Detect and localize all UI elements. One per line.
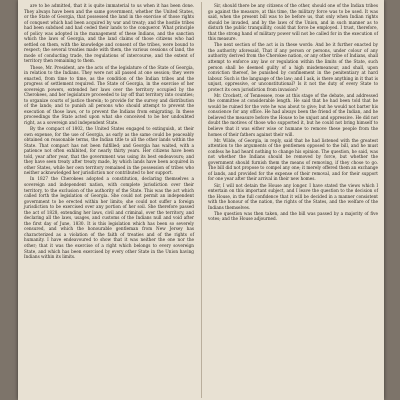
left-paragraph-1: are to be admitted, that it is quite immaterial to us when it has been done. They always have been and the same government, whether the United States, or the State of Georgia, that possessed the land in the exercise of those rights of conquest which had been acquired by war and treaty; and the hostile tribes had been subdued and had ceded their lands to the conqueror. What principle of policy was adopted in the management of these Indians, and the sanction which the laws of Georgia, and the land claims of those citizens who had settled on them, with the knowledge and consent of the tribes, were bound to respect; the several treaties made with them, the various cessions of land, the mode of conducting trade, the regulations of intercourse, and the extent of territory then remaining to them.	[24, 3, 194, 64]
left-paragraph-2: These, Mr. President, are the acts of the legislature of the State of Georgia, in relation to the Indians. They were not all passed at one session; they were enacted, from time to time, as the condition of the Indian tribes and the progress of settlement required. The State of Georgia, in the exercise of her sovereign powers, extended her laws over the territory occupied by the Cherokees, and her legislature proceeded to lay off that territory into counties; to organize courts of justice therein; to provide for the survey and distribution of the lands; and to punish all persons who should attempt to prevent the execution of those laws, or to prevent the Indians from emigrating. In these proceedings the State acted upon what she conceived to be her undoubted right, as a sovereign and independent State.	[24, 64, 194, 125]
left-column	[24, 3, 194, 260]
column-divider	[201, 2, 202, 398]
right-paragraph-6: The question was then taken, and the bill was passed by a majority of five votes; and the House adjourned.	[208, 210, 378, 222]
right-paragraph-4: Mr. Wilde, of Georgia, in reply, said that he had listened with the greatest attention to the arguments of the gentlemen opposed to the bill, and he must confess he had heard nothing to change his opinion. The question, he said, was not whether the Indians should be removed by force, but whether the government should furnish them the means of removing, if they chose to go. The bill did not propose to compel any one; it merely offered them an exchange of lands, and provided for the expense of their removal, and for their support for one year after their arrival in their new homes.	[208, 137, 378, 182]
left-paragraph-4: In 1827 the Cherokees adopted a constitution, declaring themselves a sovereign and independent nation, with complete jurisdiction over their territory, to the exclusion of the authority of the State. This was the act which called forth the legislation of Georgia. She could not permit an independent government to be erected within her limits; she could not suffer a foreign jurisdiction to be exercised over any portion of her soil. She therefore passed the act of 1828, extending her laws, civil and criminal, over the territory, and declaring all the laws, usages, and customs of the Indians null and void after the first day of June, 1830. It is this legislation which has been so severely censured, and which the honourable gentleman from New Jersey has characterized as a violation of the faith of treaties and of the rights of humanity. I have endeavoured to show that it was neither the one nor the other; that it was the exercise of a right which belongs to every sovereign State, and which has been exercised by every other State in the Union having Indians within its limits.	[24, 176, 194, 260]
right-paragraph-2: The next section of the act is in these words: And be it further enacted by the authority aforesaid, That if any person or persons, under colour of any authority derived from the Cherokee nation, or any other tribe of Indians, shall attempt to enforce any law or regulation within the limits of the State, such person shall be deemed guilty of a high misdemeanour, and shall, upon conviction thereof, be punished by confinement in the penitentiary at hard labour. Such is the language of the law; and I ask, is there anything in it that is unjust, oppressive, or unconstitutional? Is it not the duty of every State to protect its own jurisdiction from invasion?	[208, 42, 378, 92]
right-column	[208, 3, 378, 222]
right-paragraph-1: Sir, should there be any citizens of the other, should one of the Indian tribes go against the measure, at this time, the military force was to be used. It was said, when the present bill was to be before us, that only when Indian rights should be invaded, and by the laws of the Union, and in such manner as to disturb the public tranquillity, could that force be employed. I trust, therefore, that the strong hand of military power will not be called for in the execution of this measure.	[208, 3, 378, 42]
right-paragraph-5: Sir, I will not detain the House any longer. I have stated the views which I entertain on this important subject, and I leave the question to the decision of the House, in the full confidence that it will be decided in a manner consistent with the honour of the nation, the rights of the States, and the welfare of the Indians themselves.	[208, 182, 378, 210]
right-paragraph-3: Mr. Crockett, of Tennessee, rose at this stage of the debate, and addressed the committee at considerable length. He said that he had been told that he would be ruined for the vote he was about to give; but he would not barter his conscience for any office. He had always been the friend of the Indian, and he believed the measure before the House to be unjust and oppressive. He did not doubt the motives of those who supported it, but he could not bring himself to believe that it was either wise or humane to remove these people from the homes of their fathers against their will.	[208, 92, 378, 137]
newspaper-page	[18, 0, 384, 400]
left-paragraph-3: By the compact of 1802, the United States engaged to extinguish, at their own expense, for the use of Georgia, as early as the same could be peaceably obtained on reasonable terms, the Indian title to all the other lands within the State. That compact has not been fulfilled; and Georgia has waited, with a patience not often exhibited, for nearly thirty years. Her citizens have been told, year after year, that the government was using its best endeavours; and they have seen treaty after treaty made, by which lands have been acquired in other States, while her own territory remained in the possession of tribes who neither acknowledged her jurisdiction nor contributed to her support.	[24, 126, 194, 176]
